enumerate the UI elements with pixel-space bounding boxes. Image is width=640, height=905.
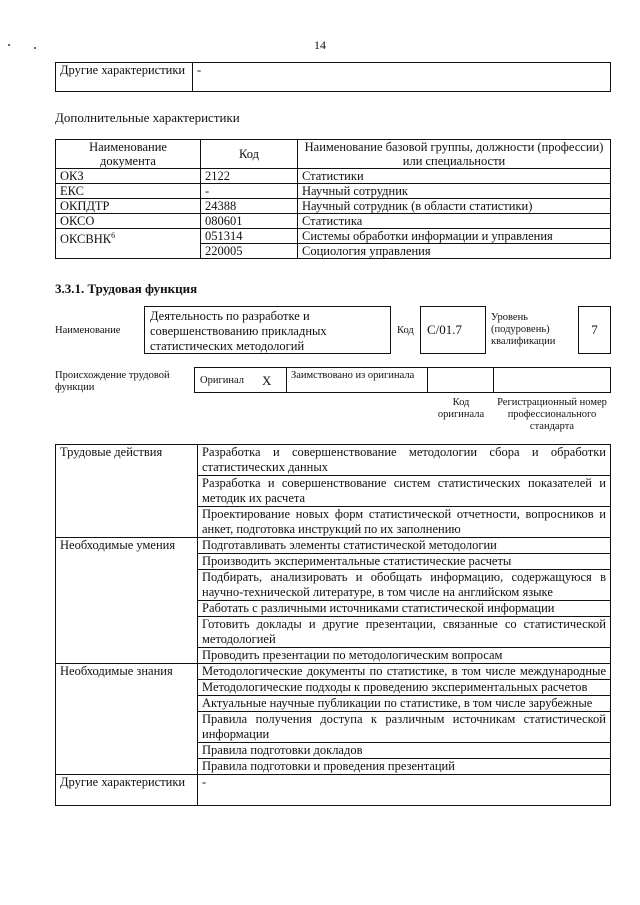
name-cell: Научный сотрудник (в области статистики) [298,199,611,214]
col-header-doc: Наименование документа [56,140,201,169]
labor-function-details-table [55,444,611,806]
function-name-value: Деятельность по разработке и совершенствованию прикладных статистических методологий [144,306,391,354]
list-item [198,664,611,680]
group-label-actions: Трудовые действия [56,445,198,538]
function-code-value: C/01.7 [420,306,486,354]
qualification-level-label: Уровень (подуровень) квалификации [491,312,556,348]
list-item: Подготавливать элементы статистической методологии [198,538,611,554]
code-label: Код [397,325,414,336]
code-cell: 2122 [201,169,298,184]
list-item: Правила получения доступа к различным источникам статистической информации [198,712,611,743]
table-row [56,214,611,229]
origin-code-cell [427,367,494,393]
list-item: Производить экспериментальные статистические расчеты [198,554,611,570]
origin-borrowed-cell [286,367,428,393]
additional-characteristics-caption: Дополнительные характеристики [55,110,240,125]
origin-label: Происхождение трудовой функции [55,370,170,394]
doc-cell: ОКСО [56,214,201,229]
col-header-code: Код [201,140,298,169]
doc-cell: ОКЗ [56,169,201,184]
origin-original-cell [194,367,287,393]
origin-code-caption: Код оригинала [437,397,485,421]
additional-characteristics-table [55,139,611,259]
group-label-skills: Необходимые умения [56,538,198,664]
origin-borrowed-text: Заимствовано из оригинала [291,370,415,381]
other-characteristics-value: - [193,63,611,92]
table-row [56,775,611,806]
group-label-knowledge: Необходимые знания [56,664,198,775]
list-item: Проектирование новых форм статистической отчетности, вопросников и анкет, подготовка инструкций по их заполнению [198,507,611,538]
labor-function-heading: 3.3.1. Трудовая функция [55,281,198,296]
name-cell: Системы обработки информации и управления [298,229,611,244]
footnote-mark: 6 [111,231,116,240]
origin-reg-cell [493,367,611,393]
list-item-text: Методологические документы по статистике, в том числе международные [202,664,606,678]
list-item: Разработка и совершенствование систем статистических показателей и методик их расчета [198,476,611,507]
table-row [56,169,611,184]
code-cell: - [201,184,298,199]
qualification-level-value: 7 [578,306,611,354]
table-row [56,538,611,554]
list-item: - [198,775,611,806]
name-cell: Статистики [298,169,611,184]
table-row [56,199,611,214]
list-item: Разработка и совершенствование методологии сбора и обработки статистических данных [198,445,611,476]
doc-cell: ОКПДТР [56,199,201,214]
doc-cell [56,229,201,259]
group-label-other: Другие характеристики [56,775,198,806]
doc-cell: ЕКС [56,184,201,199]
list-item: Актуальные научные публикации по статистике, в том числе зарубежные [198,696,611,712]
origin-original-text: Оригинал [200,375,244,386]
list-item: Подбирать, анализировать и обобщать информацию, содержащуюся в научно-технической литературе, в том числе на английском языке [198,570,611,601]
doc-cell-text: ОКСВНК [60,232,112,247]
name-cell: Социология управления [298,244,611,259]
table-row [56,184,611,199]
other-characteristics-label: Другие характеристики [56,63,193,92]
list-item: Работать с различными источниками статистической информации [198,601,611,617]
other-characteristics-table-top [55,62,611,92]
origin-reg-caption: Регистрационный номер профессионального стандарта [497,397,607,433]
page-number: 14 [314,38,326,52]
col-header-name: Наименование базовой группы, должности (профессии) или специальности [298,140,611,169]
code-cell: 080601 [201,214,298,229]
origin-mark: X [262,373,272,388]
name-cell: Статистика [298,214,611,229]
code-cell: 24388 [201,199,298,214]
code-cell: 051314 [201,229,298,244]
table-row [56,445,611,476]
list-item: Методологические подходы к проведению экспериментальных расчетов [198,680,611,696]
table-row [56,664,611,680]
table-row [56,229,611,244]
list-item: Правила подготовки докладов [198,743,611,759]
name-cell: Научный сотрудник [298,184,611,199]
list-item: Правила подготовки и проведения презентаций [198,759,611,775]
name-label: Наименование [55,325,121,336]
code-cell: 220005 [201,244,298,259]
list-item: Проводить презентации по методологическим вопросам [198,648,611,664]
list-item: Готовить доклады и другие презентации, связанные со статистической методологией [198,617,611,648]
